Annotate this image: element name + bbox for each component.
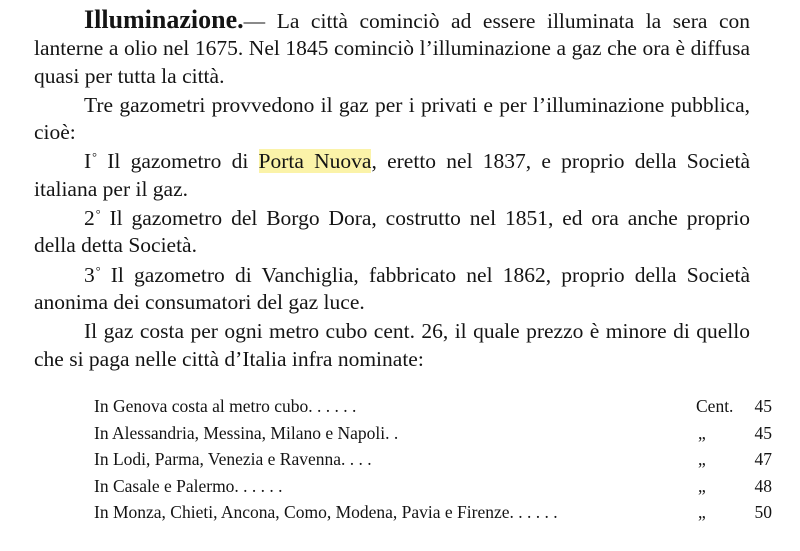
table-row (94, 473, 774, 500)
price-note-paragraph: Il gaz costa per ogni metro cubo cent. 26, il quale prezzo è minore di quello che si paga nelle città d’Italia infra nominate: (34, 319, 750, 371)
ditto-mark: „ (698, 449, 706, 469)
ditto-mark: „ (698, 422, 706, 443)
price-table (94, 393, 774, 526)
city-cell: In Casale e Palermo. . . . . . (94, 475, 283, 496)
gasometers-intro-paragraph: Tre gazometri provvedono il gaz per i privati e per l’illuminazione pubblica, cioè: (34, 92, 750, 145)
table-row (94, 446, 774, 473)
item-text: Il gazometro del Borgo Dora, costrutto nel 1851, ed ora anche proprio della detta Società. (34, 206, 750, 258)
degree-sign: ° (92, 150, 97, 165)
item-text-after: , eretto nel 1837, e proprio della Società italiana per il gaz. (34, 149, 751, 201)
highlighted-text: Porta Nuova (258, 149, 372, 174)
city-cell: In Lodi, Parma, Venezia e Ravenna. . . . (94, 449, 372, 469)
item-number: I (84, 149, 92, 174)
table-row (94, 499, 774, 526)
value-cell: 48 (754, 475, 772, 496)
degree-sign: ° (95, 207, 101, 222)
value-cell: 50 (754, 502, 772, 522)
ditto-mark: „ (698, 475, 706, 496)
item-text: Il gazometro di Vanchiglia, fabbricato nel 1862, proprio della Società anonima dei consumatori del gaz luce. (34, 262, 750, 314)
gasometer-item-2 (34, 205, 750, 260)
unit-cell: Cent. (696, 396, 734, 416)
gasometer-item-1 (34, 148, 750, 203)
intro-text: La città cominciò ad essere illuminata la sera con lanterne a olio nel 1675. Nel 1845 cominciò l’illuminazione a gaz che ora è diffusa quasi per tutta la città. (34, 9, 750, 88)
section-title: Illuminazione. (84, 5, 244, 34)
value-cell: 45 (754, 396, 772, 416)
intro-paragraph (34, 6, 750, 90)
table-row (94, 420, 774, 447)
value-cell: 47 (754, 449, 772, 469)
item-number: 2 (84, 206, 95, 231)
item-number: 3 (84, 262, 95, 287)
city-cell: In Monza, Chieti, Ancona, Como, Modena, Pavia e Firenze. . . . . . (94, 502, 558, 522)
table-row (94, 393, 774, 420)
gasometer-item-3 (34, 262, 750, 317)
city-cell: In Genova costa al metro cubo. . . . . . (94, 396, 357, 416)
degree-sign: ° (95, 263, 101, 278)
ditto-mark: „ (698, 502, 706, 522)
city-cell: In Alessandria, Messina, Milano e Napoli. . (94, 422, 399, 443)
document-page (34, 6, 750, 373)
value-cell: 45 (754, 422, 772, 443)
item-text-before: Il gazometro di (96, 149, 259, 174)
title-dash: — (243, 9, 266, 33)
